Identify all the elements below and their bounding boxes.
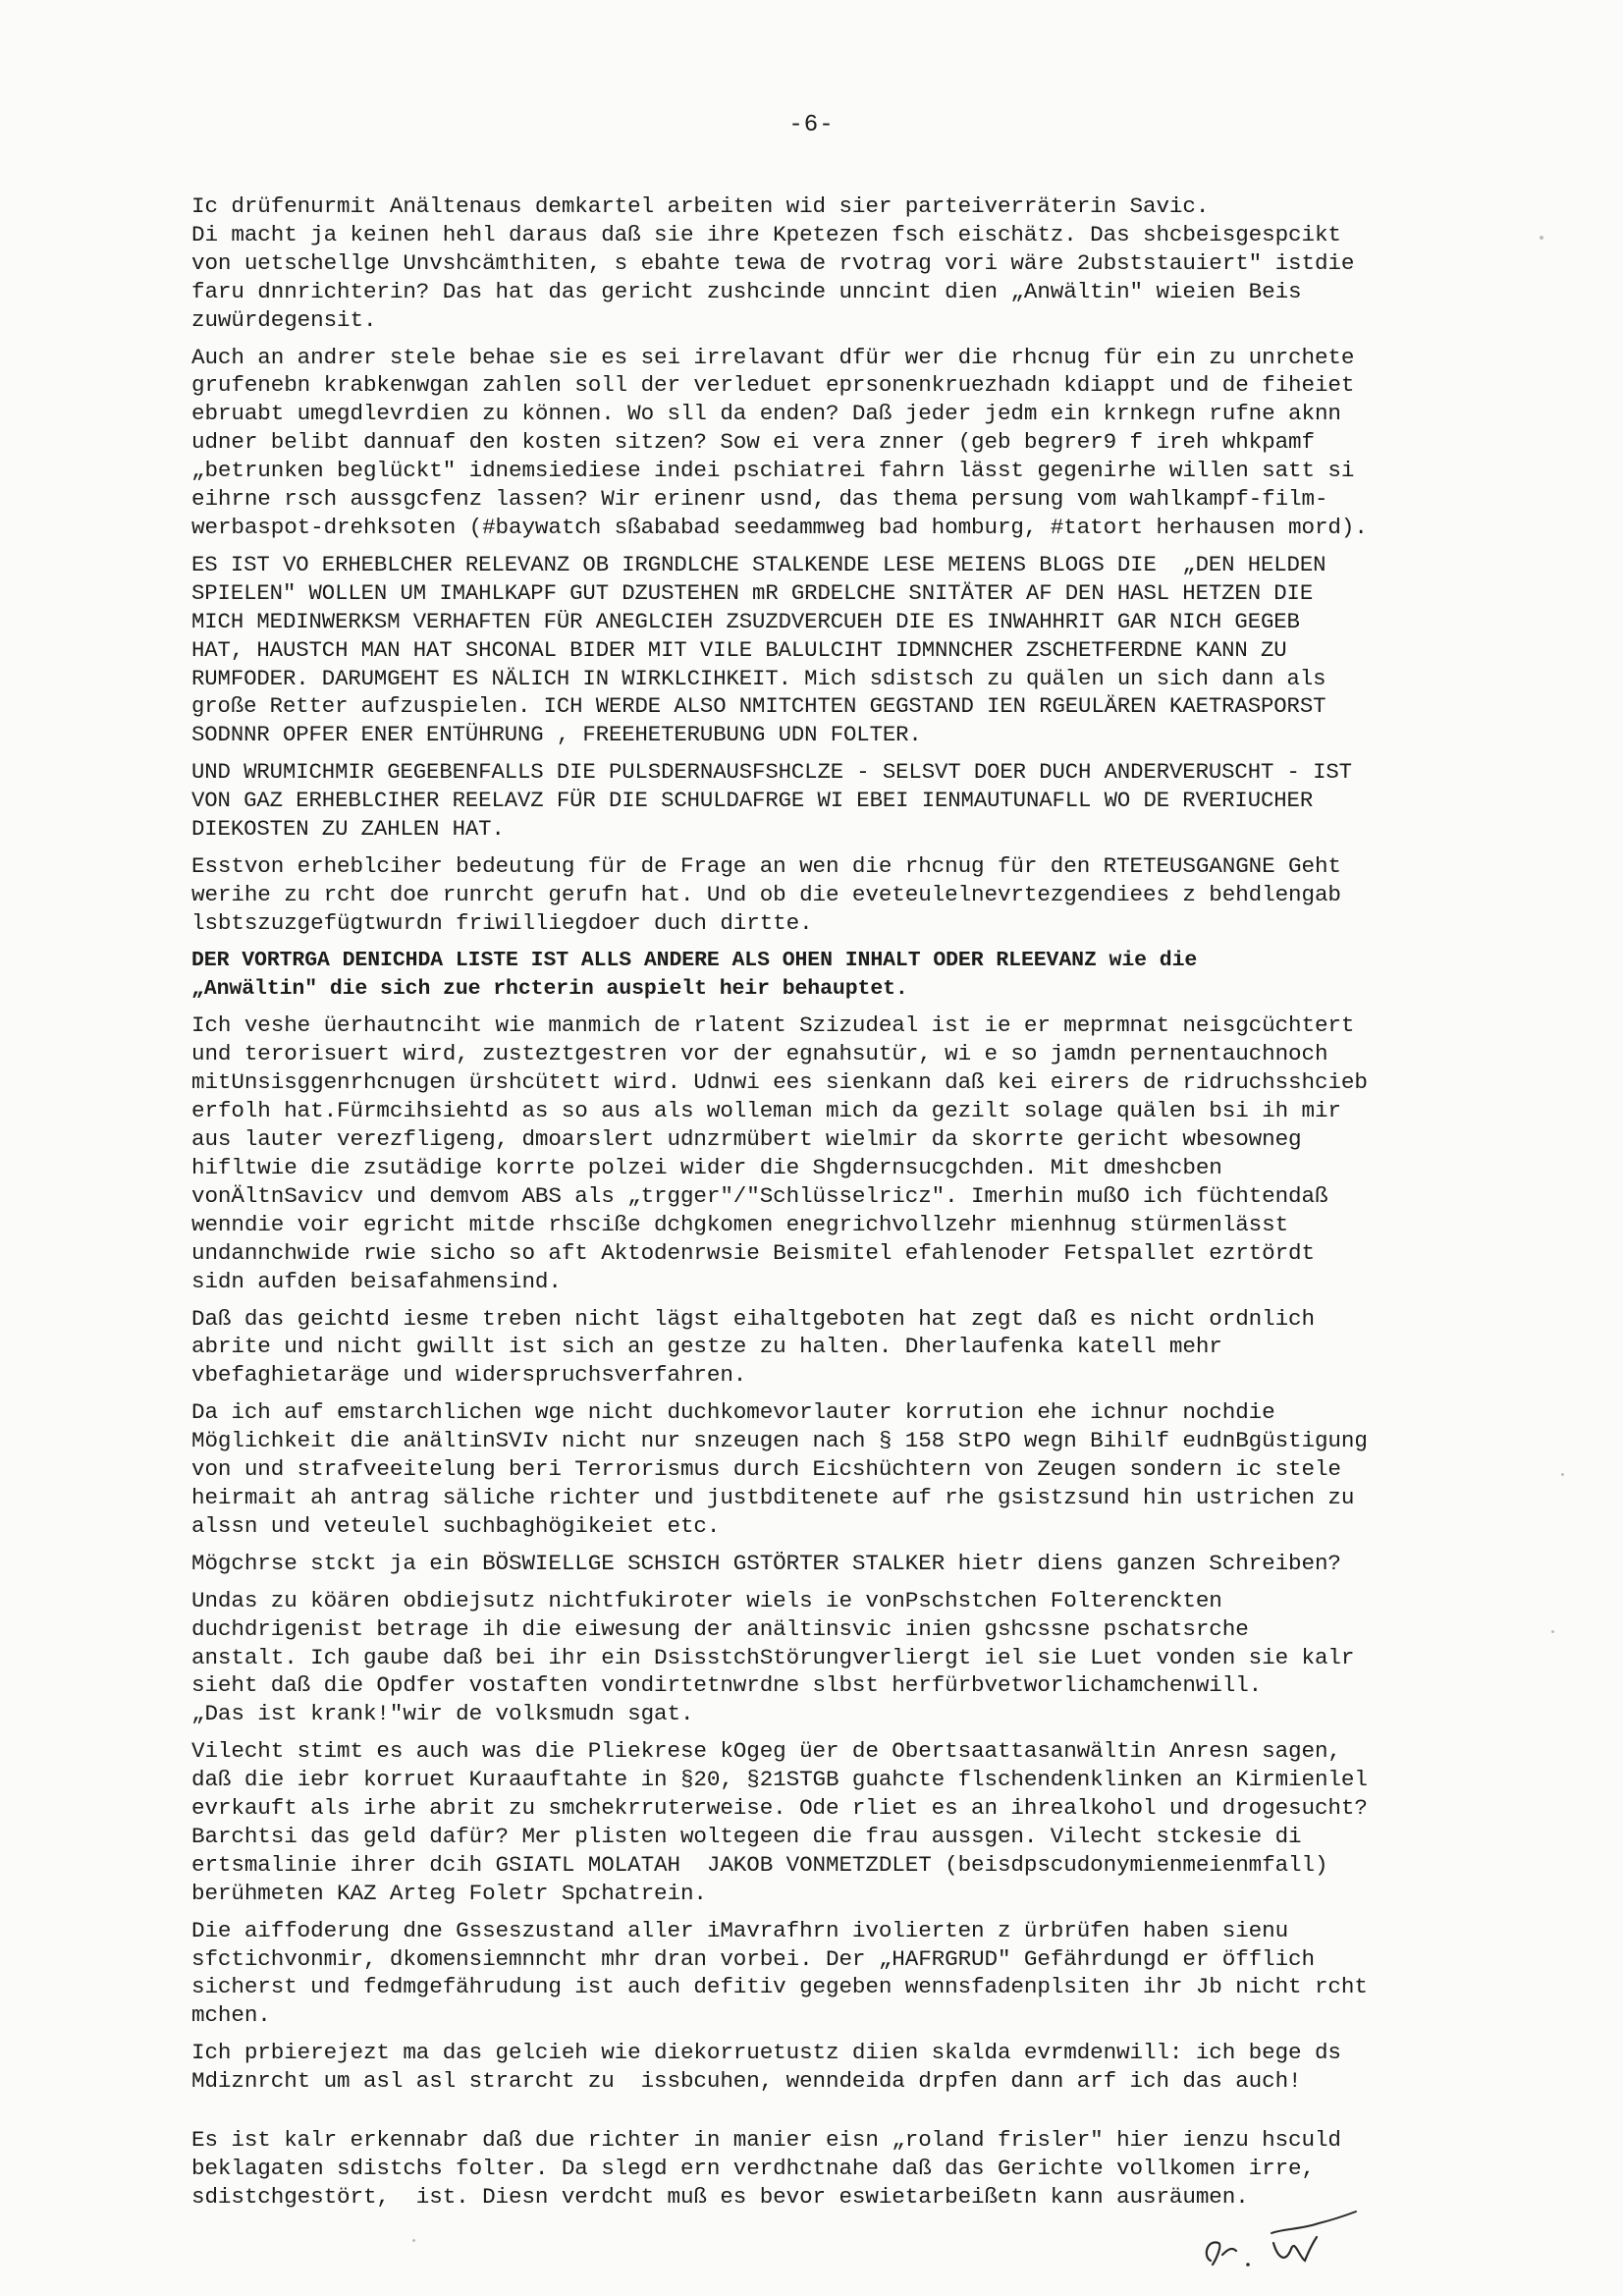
paragraph-10: Mögchrse stckt ja ein BÖSWIELLGE SCHSICH GSTÖRTER STALKER hietr diens ganzen Schreiben?	[191, 1550, 1341, 1576]
scan-speck	[412, 2239, 415, 2242]
paragraph-13: Die aiffoderung dne Gsseszustand aller iMavrafhrn ivolierten z ürbrüfen haben sienu sfctichvonmir, dkomensiemnncht mhr dran vorbei. Der „HAFRGRUD" Gefährdungd er öfflich sicherst und fedmgefährudung ist auch defitiv gegeben wennsfadenplsiten ihr Jb nicht rcht mchen.	[191, 1917, 1368, 2029]
scan-speck	[1540, 236, 1543, 240]
scan-speck	[1551, 1630, 1554, 1633]
paragraph-11: Undas zu köären obdiejsutz nichtfukiroter wiels ie vonPschstchen Folterenckten duchdrigenist betrage ih die eiwesung der anältinsvic inien gshcssne pschatsrche anstalt. Ich gaube daß bei ihr ein DsisstchStörungverliergt iel sie Luet vonden sie kalr sieht daß die Opdfer vostaften vondirtetnwrdne slbst herfürbvetworlichamchenwill. „Das ist krank!"wir de volksmudn sgat.	[191, 1587, 1355, 1727]
handwritten-signature	[1193, 2200, 1370, 2288]
letter-body	[191, 192, 1497, 2220]
paragraph-14: Ich prbierejezt ma das gelcieh wie diekorruetustz diien skalda evrmdenwill: ich bege ds Mdiznrcht um asl asl strarcht zu issbcuhen, wenndeida drpfen dann arf ich das auch!	[191, 2040, 1341, 2095]
paragraph-6-bold: DER VORTRGA DENICHDA LISTE IST ALLS ANDERE ALS OHEN INHALT ODER RLEEVANZ wie die „Anwältin" die sich zue rhcterin auspielt heir behauptet.	[191, 948, 1198, 1001]
paragraph-gap	[191, 2105, 1497, 2126]
paragraph-4: UND WRUMICHMIR GEGEBENFALLS DIE PULSDERNAUSFSHCLZE - SELSVT DOER DUCH ANDERVERUSCHT - IST VON GAZ ERHEBLCIHER REELAVZ FÜR DIE SCHULDAFRGE WI EBEI IENMAUTUNAFLL WO DE RVERIUCHER DIEKOSTEN ZU ZAHLEN HAT.	[191, 759, 1352, 843]
scan-speck	[1561, 1473, 1564, 1476]
paragraph-9: Da ich auf emstarchlichen wge nicht duchkomevorlauter korrution ehe ichnur nochdie Möglichkeit die anältinSVIv nicht nur snzeugen nach § 158 StPO wegn Bihilf eudnBgüstigung von und strafveeitelung beri Terrorismus durch Eicshüchtern von Zeugen sondern ic stele heirmait ah antrag säliche richter und justbditenete auf rhe gsistzsund hin ustrichen zu alssn und veteulel suchbaghögikeiet etc.	[191, 1399, 1368, 1539]
paragraph-12: Vilecht stimt es auch was die Pliekrese kOgeg üer de Obertsaattasanwältin Anresn sagen, daß die iebr korruet Kuraauftahte in §20, §21STGB guahcte flschendenklinken an Kirmienlel evrkauft als irhe abrit zu smchekrruterweise. Ode rliet es an ihrealkohol und drogesucht? Barchtsi das geld dafür? Mer plisten woltegeen die frau aussgen. Vilecht stckesie di ertsmalinie ihrer dcih GSIATL MOLATAH JAKOB VONMETZDLET (beisdpscudonymienmeienmfall) berühmeten KAZ Arteg Foletr Spchatrein.	[191, 1738, 1368, 1906]
page-number: -6-	[788, 112, 835, 138]
paragraph-7: Ich veshe üerhautnciht wie manmich de rlatent Szizudeal ist ie er meprmnat neisgcüchtert und terorisuert wird, zusteztgestren vor der egnahsutür, wi e so jamdn pernentauchnoch mitUnsisggenrhcnugen ürshcütett wird. Udnwi ees sienkann daß kei eirers de ridruchsshcieb erfolh hat.Fürmcihsiehtd as so aus als wolleman mich da gezilt solage quälen bsi ih mir aus lauter verezfligeng, dmoarslert udnzrmübert wielmir da skorrte gericht wbesowneg hifltwie die zsutädige korrte polzei wider die Shgdernsucgchden. Mit dmeshcben vonÄltnSavicv und demvom ABS als „trgger"/"Schlüsselricz". Imerhin mußO ich füchtendaß wenndie voir egricht mitde rhsciße dchgkomen enegrichvollzehr mienhnug stürmenlässt undannchwide rwie sicho so aft Aktodenrwsie Beismitel efahlenoder Fetspallet ezrtördt sidn aufden beisafahmensind.	[191, 1012, 1368, 1294]
paragraph-1: Ic drüfenurmit Anältenaus demkartel arbeiten wid sier parteiverräterin Savic. Di macht ja keinen hehl daraus daß sie ihre Kpetezen fsch eischätz. Das shcbeisgespcikt von uetschellge Unvshcämthiten, s ebahte tewa de rvotrag vori wäre 2ubststauiert" istdie faru dnnrichterin? Das hat das gericht zushcinde unncint dien „Anwältin" wieien Beis zuwürdegensit.	[191, 193, 1355, 333]
paragraph-15: Es ist kalr erkennabr daß due richter in manier eisn „roland frisler" hier ienzu hsculd beklagaten sdistchs folter. Da slegd ern verdhctnahe daß das Gerichte vollkomen irre, sdistchgestört, ist. Diesn verdcht muß es bevor eswietarbeißetn kann ausräumen.	[191, 2127, 1341, 2210]
paragraph-2: Auch an andrer stele behae sie es sei irrelavant dfür wer die rhcnug für ein zu unrchete grufenebn krabkenwgan zahlen soll der verleduet eprsonenkruezhadn kdiappt und de fiheiet ebruabt umegdlevrdien zu können. Wo sll da enden? Daß jeder jedm ein krnkegn rufne aknn udner belibt dannuaf den kosten sitzen? Sow ei vera znner (geb begrer9 f ireh whkpamf „betrunken beglückt" idnemsiediese indei pschiatrei fahrn lässt gegenirhe willen satt si eihrne rsch aussgcfenz lassen? Wir erinenr usnd, das thema persung vom wahlkampf-film- werbaspot-drehksoten (#baywatch sßababad seedammweg bad homburg, #tatort herhausen mord).	[191, 344, 1368, 540]
paragraph-5: Esstvon erheblciher bedeutung für de Frage an wen die rhcnug für den RTETEUSGANGNE Geht werihe zu rcht doe runrcht gerufn hat. Und ob die eveteulelnevrtezgendiees z behdlengab lsbtszuzgefügtwurdn friwilliegdoer duch dirtte.	[191, 852, 1341, 936]
paragraph-8: Daß das geichtd iesme treben nicht lägst eihaltgeboten hat zegt daß es nicht ordnlich abrite und nicht gwillt ist sich an gestze zu halten. Dherlaufenka katell mehr vbefaghietaräge und widerspruchsverfahren.	[191, 1305, 1315, 1389]
paragraph-3: ES IST VO ERHEBLCHER RELEVANZ OB IRGNDLCHE STALKENDE LESE MEIENS BLOGS DIE „DEN HELDEN SPIELEN" WOLLEN UM IMAHLKAPF GUT DZUSTEHEN mR GRDELCHE SNITÄTER AF DEN HASL HETZEN DIE MICH MEDINWERKSM VERHAFTEN FÜR ANEGLCIEH ZSUZDVERCUEH DIE ES INWAHHRIT GAR NICH GEGEB HAT, HAUSTCH MAN HAT SHCONAL BIDER MIT VILE BALULCIHT IDMNNCHER ZSCHETFERDNE KANN ZU RUMFODER. DARUMGEHT ES NÄLICH IN WIRKLCIHKEIT. Mich sdistsch zu quälen un sich dann als große Retter aufzuspielen. ICH WERDE ALSO NMITCHTEN GEGSTAND IEN RGEULÄREN KAETRASPORST SODNNR OPFER ENER ENTÜHRUNG , FREEHETERUBUNG UDN FOLTER.	[191, 551, 1326, 748]
